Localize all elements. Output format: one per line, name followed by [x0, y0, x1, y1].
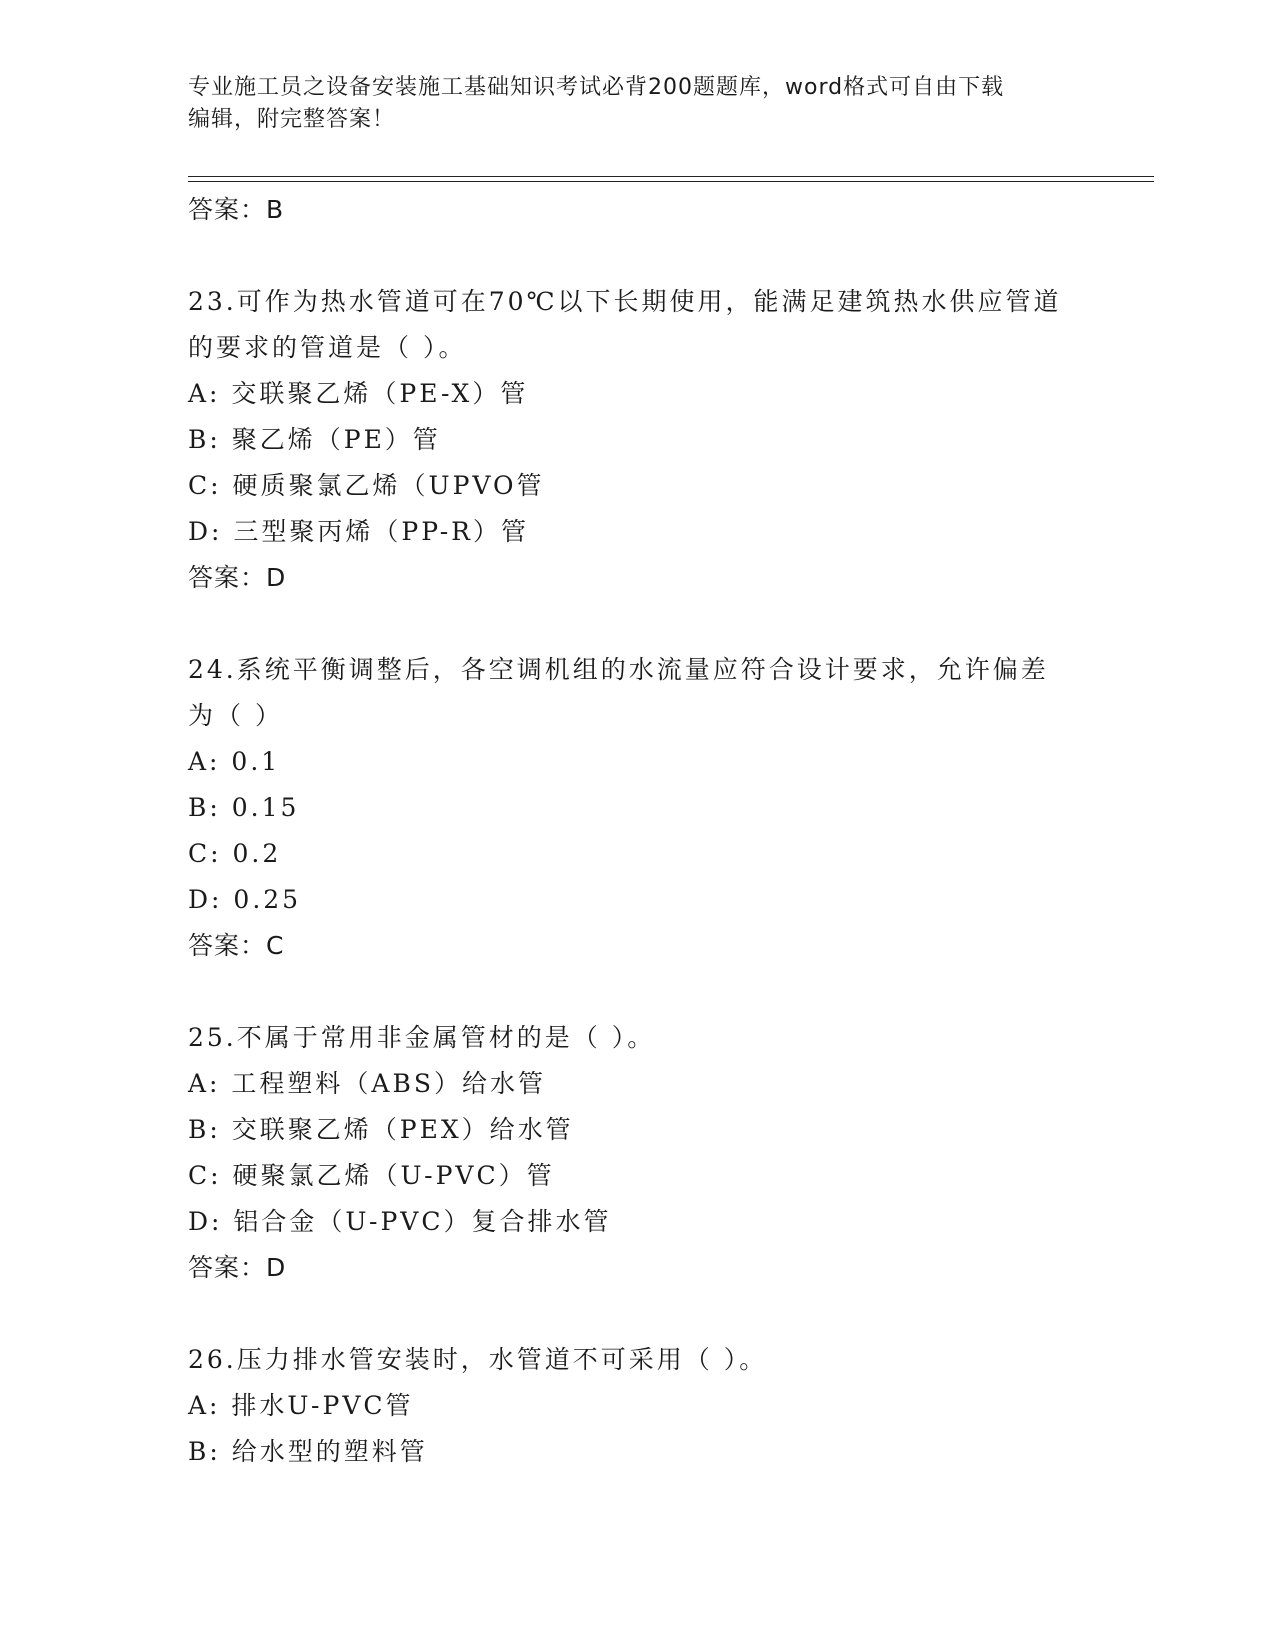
- question-24: [188, 647, 1088, 969]
- option-a: A: 排水U-PVC管: [188, 1391, 414, 1420]
- option-d: D: 0.25: [188, 885, 302, 914]
- question-25: [188, 1015, 1088, 1291]
- answer: 答案：C: [188, 931, 285, 960]
- question-list: [188, 187, 1088, 1475]
- spacer: [188, 601, 1088, 647]
- question-stem: 26.压力排水管安装时，水管道不可采用（ ）。: [188, 1345, 768, 1374]
- option-c: C: 硬质聚氯乙烯（UPVO管: [188, 471, 545, 500]
- spacer: [188, 969, 1088, 1015]
- option-b: B: 给水型的塑料管: [188, 1437, 428, 1466]
- option-b: B: 交联聚乙烯（PEX）给水管: [188, 1115, 574, 1144]
- spacer: [188, 1291, 1088, 1337]
- option-c: C: 硬聚氯乙烯（U-PVC）管: [188, 1161, 555, 1190]
- question-stem: 的要求的管道是（ ）。: [188, 333, 467, 362]
- option-b: B: 聚乙烯（PE）管: [188, 425, 441, 454]
- question-stem: 24.系统平衡调整后，各空调机组的水流量应符合设计要求，允许偏差: [188, 655, 1049, 684]
- answer: 答案：D: [188, 1253, 287, 1282]
- header-divider-bottom: [188, 181, 1154, 182]
- option-d: D: 三型聚丙烯（PP-R）管: [188, 517, 529, 546]
- answer-previous: 答案：B: [188, 195, 285, 224]
- option-c: C: 0.2: [188, 839, 282, 868]
- answer: 答案：D: [188, 563, 287, 592]
- question-26: [188, 1337, 1088, 1475]
- option-a: A: 0.1: [188, 747, 281, 776]
- question-23: [188, 279, 1088, 601]
- option-d: D: 铝合金（U-PVC）复合排水管: [188, 1207, 612, 1236]
- question-stem: 25.不属于常用非金属管材的是（ ）。: [188, 1023, 656, 1052]
- spacer: [188, 233, 1088, 279]
- header-line-1: 专业施工员之设备安装施工基础知识考试必背200题题库，word格式可自由下载: [188, 75, 1005, 100]
- question-stem: 23.可作为热水管道可在70℃以下长期使用，能满足建筑热水供应管道: [188, 287, 1062, 316]
- option-b: B: 0.15: [188, 793, 300, 822]
- header-divider-top: [188, 176, 1154, 177]
- option-a: A: 工程塑料（ABS）给水管: [188, 1069, 546, 1098]
- document-header: [188, 72, 1068, 136]
- header-line-2: 编辑，附完整答案！: [188, 107, 396, 132]
- question-stem: 为（ ）: [188, 701, 283, 730]
- option-a: A: 交联聚乙烯（PE-X）管: [188, 379, 529, 408]
